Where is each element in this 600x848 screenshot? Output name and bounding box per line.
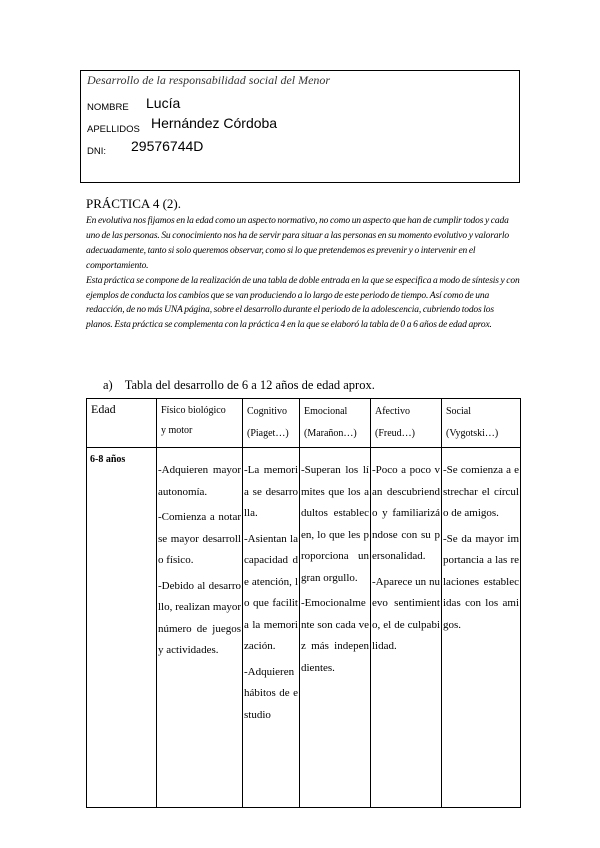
header-fisico: Físico biológico y motor: [157, 399, 243, 448]
table-row: [87, 448, 521, 808]
intro-paragraph-1: En evolutiva nos fijamos en la edad como un aspecto normativo, no como un aspecto que han de cumplir todos y cada uno de las personas. Su conocimiento nos ha de servir para situar a las personas en su momento evolutivo y valorarlo adecuadamente, tanto si solo queremos observar, como si lo que pretendemos es prevenir y o intervenir en el comportamiento.: [86, 216, 510, 271]
header-emocional: Emocional (Marañon…): [300, 399, 371, 448]
header-box: [80, 70, 520, 183]
cell-fisico: -Adquieren mayor autonomía. -Comienza a notarse mayor desarrollo físico. -Debido al desarrollo, realizan mayor número de juegos y actividades.: [157, 448, 243, 808]
surname-value: Hernández Córdoba: [151, 115, 278, 131]
cell-emocional: -Superan los límites que los adultos establecen, lo que les proporciona un gran orgullo. -Emocionalmente son cada vez más independientes.: [300, 448, 371, 808]
cell-age: 6-8 años: [87, 448, 157, 808]
section-a-heading: [103, 378, 375, 393]
name-label: NOMBRE: [87, 102, 129, 113]
dni-value: 29576744D: [131, 138, 204, 154]
header-social: Social (Vygotski…): [442, 399, 521, 448]
intro-text: [86, 214, 520, 333]
development-table: [86, 398, 521, 808]
cell-cognitivo: -La memoria se desarrolla. -Asientan la capacidad de atención, lo que facilita la memorización. -Adquieren hábitos de estudio: [243, 448, 300, 808]
dni-label: DNI:: [87, 146, 106, 157]
intro-paragraph-2: Esta práctica se compone de la realización de una tabla de doble entrada en la que se especifica a modo de síntesis y con ejemplos de conducta los cambios que se van produciendo a lo largo de este periodo de tiempo. Así como de una redacción, de no más UNA página, sobre el desarrollo durante el periodo de la adolescencia, cubriendo todos los planos. Esta práctica se complementa con la práctica 4 en la que se elaboró la tabla de 0 a 6 años de edad aprox.: [86, 275, 520, 331]
surname-label: APELLIDOS: [87, 124, 140, 135]
table-header-row: [87, 399, 521, 448]
cell-afectivo: -Poco a poco van descubriendo y familiarizándose con su personalidad. -Aparece un nuevo sentimiento, el de culpabilidad.: [371, 448, 442, 808]
header-afectivo: Afectivo (Freud…): [371, 399, 442, 448]
practica-title: PRÁCTICA 4 (2).: [86, 196, 181, 211]
header-edad: Edad: [87, 399, 157, 448]
cell-social: -Se comienza a estrechar el círculo de amigos. -Se da mayor importancia a las relaciones establecidas con los amigos.: [442, 448, 521, 808]
header-title: Desarrollo de la responsabilidad social del Menor: [87, 73, 331, 87]
section-a-title: Tabla del desarrollo de 6 a 12 años de edad aprox.: [124, 378, 375, 392]
header-cognitivo: Cognitivo (Piaget…): [243, 399, 300, 448]
name-value: Lucía: [146, 95, 181, 111]
section-a-marker: a): [103, 378, 113, 392]
